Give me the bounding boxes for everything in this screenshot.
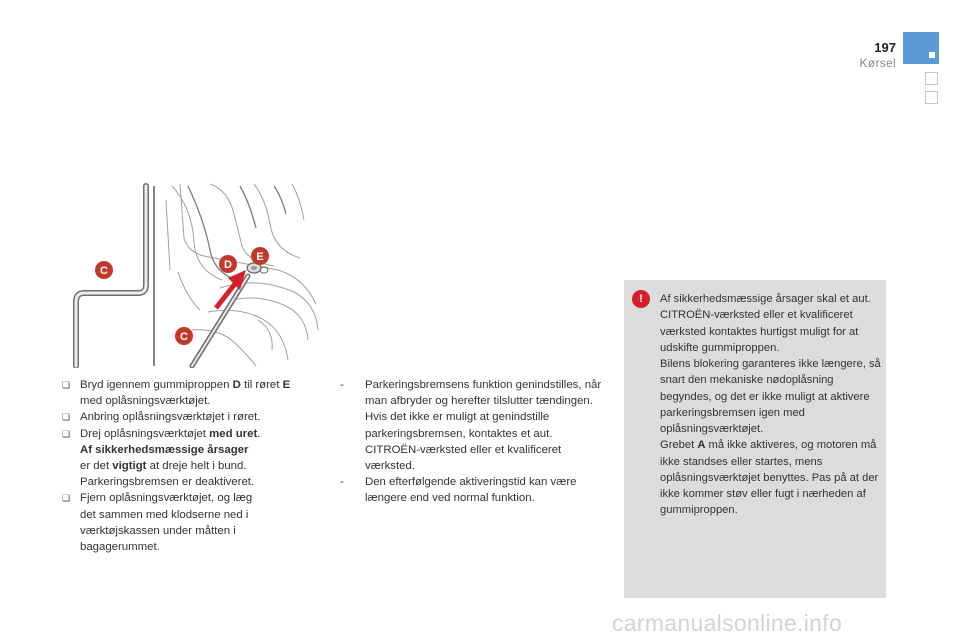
unlock-tool-illustration [60,180,320,368]
dash-marker: - [340,476,344,489]
note-text: Parkeringsbremsens funktion genindstilles, når man afbryder og herefter tilslutter tændingen. Hvis det ikke er muligt at genindstille parkeringsbremsen, kontaktes et aut. CITROËN-værksted eller et kvalificeret værksted. [365,379,602,473]
instruction-list [62,377,324,555]
section-title: Kørsel [859,56,896,70]
warning-text [660,291,882,519]
emphasis-text: Af sikkerhedsmæssige årsager [80,443,249,456]
note-text: Den efterfølgende aktiveringstid kan være længere end ved normal funktion. [365,476,577,505]
instruction-item [62,409,324,425]
instruction-text: til røret [240,379,283,391]
note-item [338,474,608,506]
bullet-icon: ❏ [62,380,71,390]
instruction-text: Drej oplåsningsværktøjet [80,427,210,440]
warning-paragraph: Grebet A må ikke aktiveres, og motoren må ikke standses eller startes, mens oplåsningsværktøjet benyttes. Pas på at der ikke kommer støv eller fugt i nærheden af gummiproppen. [660,439,879,517]
instruction-text: Bryd igennem gummiproppen [80,379,233,391]
chapter-tab [903,32,939,64]
page-number: 197 [874,40,896,55]
label-e [251,247,269,265]
watermark: carmanualsonline.info [612,610,843,636]
instruction-item [62,490,270,555]
svg-text:C: C [100,265,108,277]
instruction-item [62,426,324,491]
note-item [338,377,608,474]
instruction-text: at dreje helt i bund. [146,460,247,473]
lever-label-a: A [697,439,706,452]
label-c-lower [175,327,193,345]
warning-icon: ! [632,290,650,308]
dash-marker: - [340,379,344,391]
part-label-d: D [232,379,241,391]
instruction-text: er det [80,460,113,473]
chapter-tab-box-2 [925,91,938,104]
svg-text:D: D [224,259,232,271]
instruction-text: Anbring oplåsningsværktøjet i røret. [80,411,261,424]
svg-text:C: C [180,331,188,343]
instruction-text: med oplåsningsværktøjet. [80,395,211,408]
notes-list [338,377,608,507]
label-d [219,255,237,273]
warning-paragraph: Bilens blokering garanteres ikke længere, så snart den mekaniske nødoplåsning begyndes, og det er ikke muligt at aktivere parkeringsbremsen igen med oplåsningsværktøjet. [660,358,881,435]
instruction-text: Fjern oplåsningsværktøjet, og læg det sammen med klodserne ned i værktøjskassen under måtten i bagagerummet. [80,492,253,554]
bullet-icon: ❏ [62,493,71,504]
bullet-icon: ❏ [62,428,71,439]
emphasis-text: med uret [209,427,258,440]
emphasis-text: vigtigt [112,460,147,473]
tab-marker [929,52,935,58]
bullet-icon: ❏ [62,412,71,423]
instruction-item [62,377,324,409]
instruction-text: . [257,427,261,440]
label-c-upper [95,261,113,279]
part-label-e: E [282,379,291,391]
svg-text:E: E [256,251,264,263]
warning-paragraph: Af sikkerhedsmæssige årsager skal et aut. CITROËN-værksted eller et kvalificeret værksted kontaktes hurtigst muligt for at udskifte gummiproppen. [660,293,871,354]
instruction-text: Parkeringsbremsen er deaktiveret. [80,476,255,489]
chapter-tab-box-1 [925,72,938,85]
